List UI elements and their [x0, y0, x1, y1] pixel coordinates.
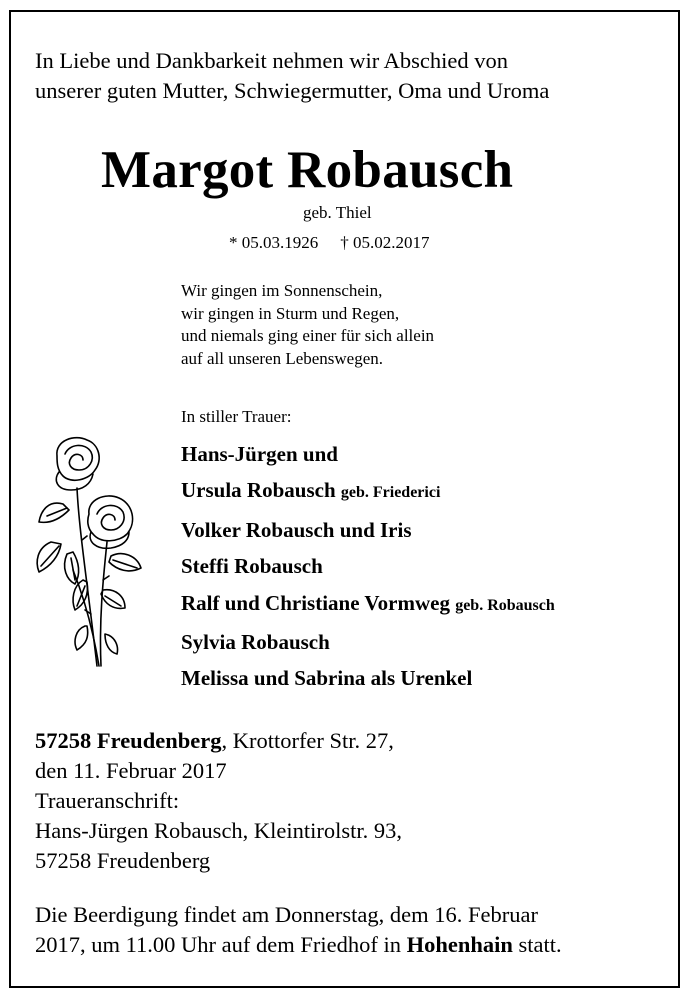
- birth-name: geb. Thiel: [303, 203, 372, 222]
- poem: [181, 280, 434, 370]
- mourner-line: [181, 585, 555, 624]
- funeral-line-end: statt.: [512, 932, 562, 957]
- intro-line-2: unserer guten Mutter, Schwiegermutter, Oma und Uroma: [35, 78, 550, 103]
- poem-line: auf all unseren Lebenswegen.: [181, 348, 384, 368]
- deceased-name: Margot Robausch: [101, 141, 514, 199]
- mourner-line: [181, 660, 555, 696]
- obituary-notice: [9, 10, 680, 988]
- intro-text: [35, 46, 549, 106]
- address-block: [35, 726, 402, 876]
- mourning-label: In stiller Trauer:: [181, 407, 292, 426]
- mourner-name: Ralf und Christiane Vormweg: [181, 590, 450, 615]
- poem-line: Wir gingen im Sonnenschein,: [181, 281, 383, 300]
- poem-line: wir gingen in Sturm und Regen,: [181, 303, 400, 323]
- poem-line: und niemals ging einer für sich allein: [181, 326, 435, 345]
- mourner-line: [181, 624, 555, 660]
- roses-icon: [27, 430, 145, 676]
- mourning-address-label: Traueranschrift:: [35, 788, 180, 813]
- place-name: 57258 Freudenberg: [35, 728, 222, 753]
- mourner-note: geb. Friederici: [340, 484, 441, 502]
- mourner-name: Ursula Robausch: [181, 478, 336, 503]
- notice-date: den 11. Februar 2017: [35, 758, 227, 783]
- birth-date: * 05.03.1926: [229, 233, 319, 252]
- mourner-name: Melissa und Sabrina als Urenkel: [181, 666, 473, 691]
- mourner-name: Steffi Robausch: [181, 554, 323, 579]
- place-date-line: [35, 726, 402, 756]
- mourner-name: Sylvia Robausch: [181, 630, 330, 655]
- mourning-address-city: 57258 Freudenberg: [35, 848, 211, 873]
- intro-line-1: In Liebe und Dankbarkeit nehmen wir Abschied von: [35, 48, 508, 73]
- funeral-location: Hohenhain: [406, 932, 513, 957]
- mourner-note: geb. Robausch: [455, 596, 555, 614]
- funeral-line-2: [35, 930, 562, 960]
- death-date: † 05.02.2017: [340, 233, 430, 252]
- mourners-list: [181, 436, 555, 697]
- funeral-info: [35, 900, 562, 960]
- mourner-name: Volker Robausch und Iris: [181, 517, 412, 542]
- mourner-line: [181, 472, 555, 511]
- mourner-line: [181, 512, 555, 548]
- mourner-line: [181, 548, 555, 584]
- place-street: , Krottorfer Str. 27,: [221, 728, 394, 753]
- mourning-address-street: Hans-Jürgen Robausch, Kleintirolstr. 93,: [35, 818, 403, 843]
- mourner-line: [181, 436, 555, 472]
- funeral-line-1: Die Beerdigung findet am Donnerstag, dem 16. Februar: [35, 902, 538, 927]
- mourner-name: Hans-Jürgen und: [181, 442, 338, 466]
- funeral-time: 2017, um 11.00 Uhr auf dem Friedhof in: [35, 932, 407, 957]
- life-dates: [229, 232, 430, 254]
